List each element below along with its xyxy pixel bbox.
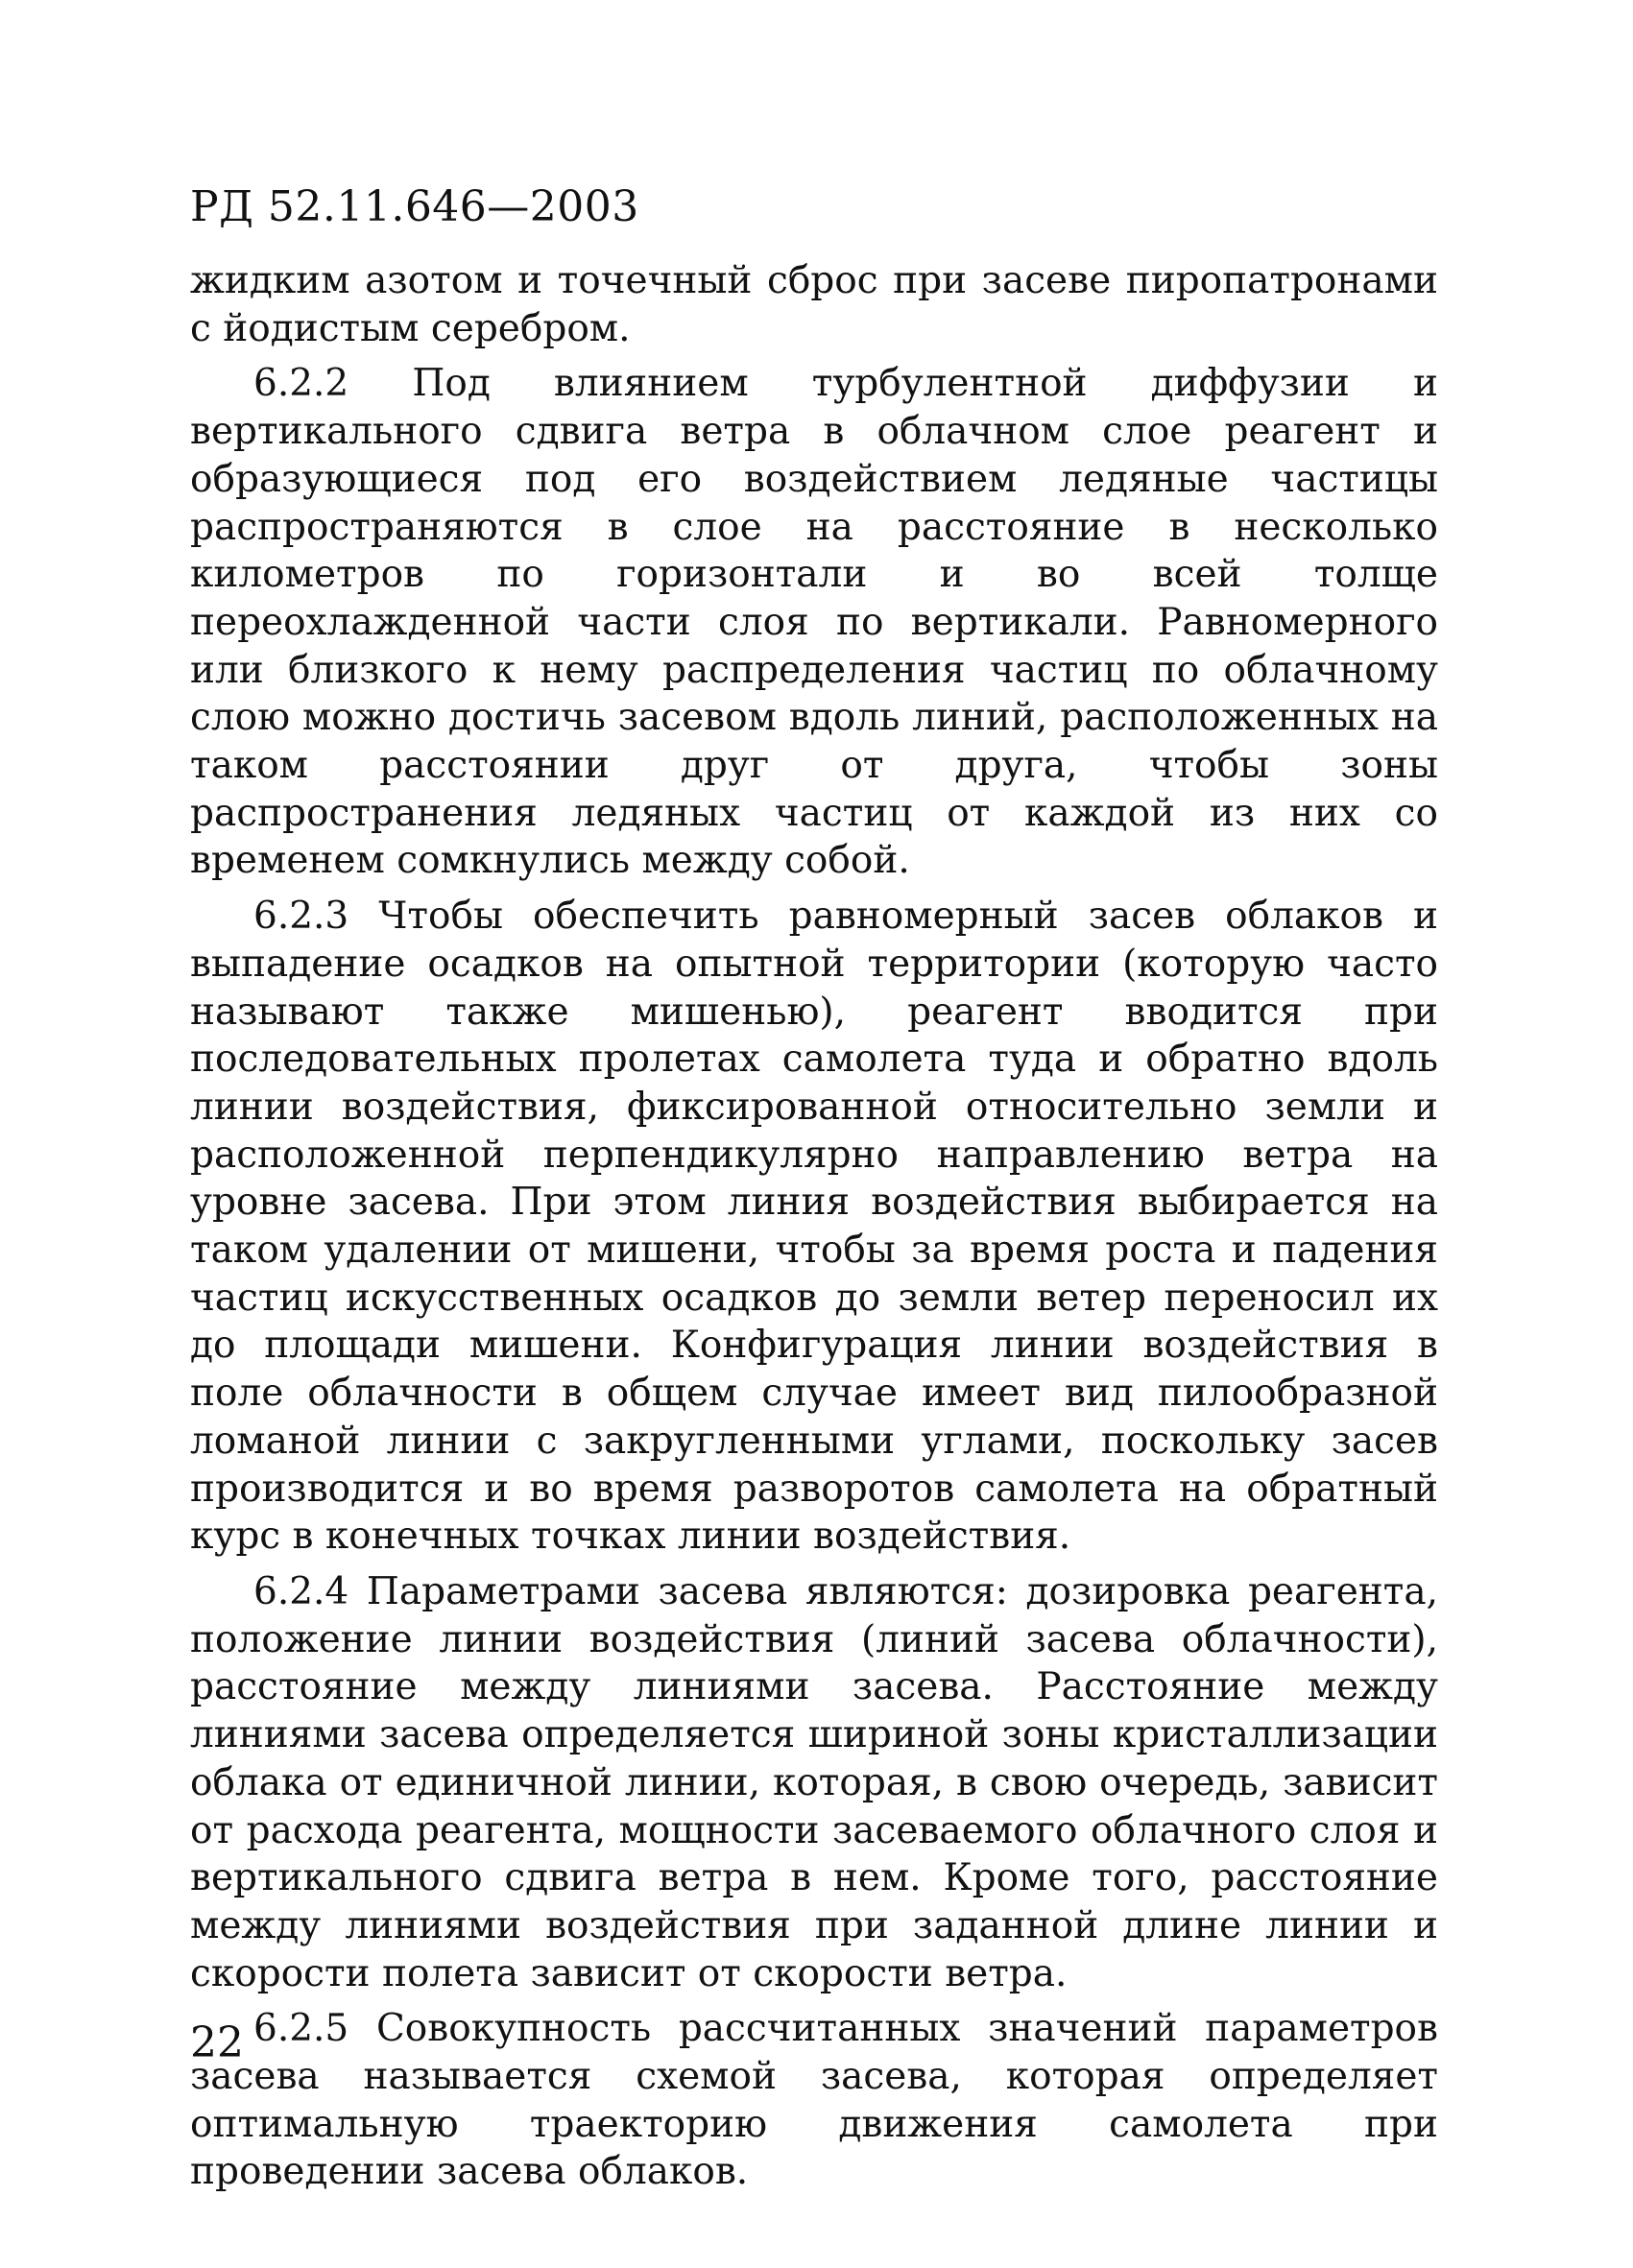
page-number: 22 <box>190 2018 244 2067</box>
paragraph-continuation: жидким азотом и точечный сброс при засеве пиропатронами с йодистым серебром. <box>190 259 1438 350</box>
document-header: РД 52.11.646—2003 <box>190 182 639 231</box>
paragraph-6-2-4: 6.2.4 Параметрами засева являются: дозировка реагента, положение линии воздействия (линий засева облачности), расстояние между линиями засева. Расстояние между линиями засева определяется шириной зоны кристаллизации облака от единичной линии, которая, в свою очередь, зависит от расхода реагента, мощности засеваемого облачного слоя и вертикального сдвига ветра в нем. Кроме того, расстояние между линиями воздействия при заданной длине линии и скорости полета зависит от скорости ветра. <box>190 1569 1438 1995</box>
document-body <box>190 257 1438 2204</box>
paragraph-6-2-2: 6.2.2 Под влиянием турбулентной диффузии и вертикального сдвига ветра в облачном слое реагент и образующиеся под его воздействием ледяные частицы распространяются в слое на расстояние в несколько километров по горизонтали и во всей толще переохлажденной части слоя по вертикали. Равномерного или близкого к нему распределения частиц по облачному слою можно достичь засевом вдоль линий, расположенных на таком расстоянии друг от друга, чтобы зоны распространения ледяных частиц от каждой из них со временем сомкнулись между собой. <box>190 362 1438 883</box>
paragraph-6-2-5: 6.2.5 Совокупность рассчитанных значений параметров засева называется схемой засева, которая определяет оптимальную траекторию движения самолета при проведении засева облаков. <box>190 2007 1438 2194</box>
paragraph-6-2-3: 6.2.3 Чтобы обеспечить равномерный засев облаков и выпадение осадков на опытной территории (которую часто называют также мишенью), реагент вводится при последовательных пролетах самолета туда и обратно вдоль линии воздействия, фиксированной относительно земли и расположенной перпендикулярно направлению ветра на уровне засева. При этом линия воздействия выбирается на таком удалении от мишени, чтобы за время роста и падения частиц искусственных осадков до земли ветер переносил их до площади мишени. Конфигурация линии воздействия в поле облачности в общем случае имеет вид пилообразной ломаной линии с закругленными углами, поскольку засев производится и во время разворотов самолета на обратный курс в конечных точках линии воздействия. <box>190 895 1438 1559</box>
